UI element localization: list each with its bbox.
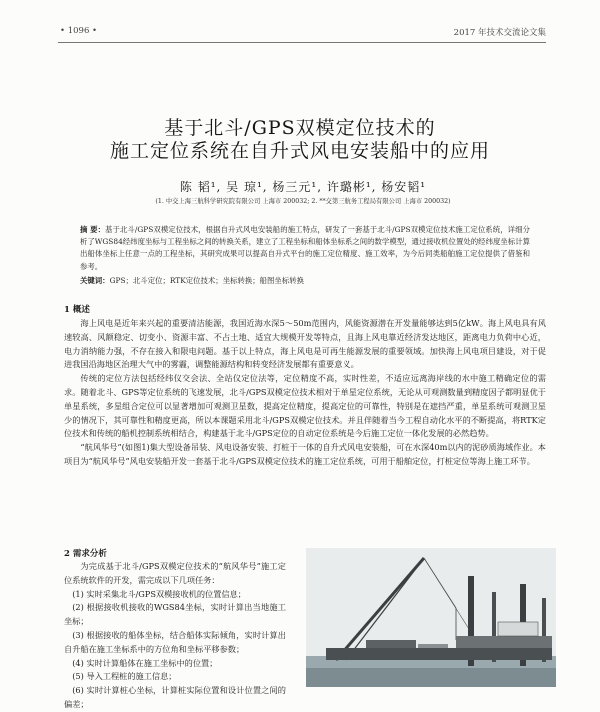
task-item: (6) 实时计算桩心坐标，计算桩实际位置和设计位置之间的偏差；	[64, 685, 286, 709]
jackup-vessel-illustration	[306, 548, 556, 687]
keywords	[80, 275, 530, 286]
header-rule	[58, 42, 546, 43]
abstract	[80, 224, 530, 273]
section-1-body	[64, 317, 546, 469]
section-1-paragraph-3: “航风华号”(如图1)集大型设备吊装、风电设备安装、打桩于一体的自升式风电安装船，可在水深40m以内的泥砂质海域作业。本项目为“航风华号”风电安装船开发一套基于北斗/GPS双模定位技术的施工定位系统，可用于船舶定位，打桩定位等海上施工环节。	[64, 442, 546, 466]
keywords-label: 关键词：	[80, 276, 110, 285]
proceedings-title: 2017 年技术交流论文集	[453, 28, 546, 38]
sea-foreground	[306, 668, 556, 687]
section-1-heading: 1 概述	[64, 305, 90, 315]
deck-cargo	[418, 644, 448, 648]
section-1-paragraph-1: 海上风电是近年来兴起的重要清洁能源，我国近海水深5～50m范围内，风能资源潜在开发量能够达到5亿kW。海上风电具有风速较高、风额稳定、切变小、资源丰富、不占土地、适宜大规模开发等特点，且海上风电靠近经济发达地区，距离电力负荷中心近，电力消纳能力强，不存在接入和限电问题。基于以上特点，海上风电是可再生能源发展的重要领域。加快海上风电项目建设，对于促进我国沿海地区治理大气中的雾霾，调整能源结构和转变经济发展都有重要意义。	[64, 318, 546, 370]
figure-1-vessel-photo	[306, 548, 556, 687]
section-2-heading: 2 需求分析	[64, 549, 107, 559]
running-header	[60, 26, 546, 40]
paper-title-line-2: 施工定位系统在自升式风电安装船中的应用	[109, 140, 490, 162]
task-item: (2) 根据接收机接收的WGS84坐标，实时计算出当地施工坐标；	[64, 602, 286, 627]
abstract-label: 摘 要：	[80, 225, 106, 234]
task-item: (5) 导入工程桩的施工信息；	[72, 671, 177, 682]
task-item: (4) 实时计算船体在施工坐标中的位置；	[72, 657, 218, 668]
section-1-paragraph-2: 传统的定位方法包括经纬仪交会法、全站仪定位法等，定位精度不高，实时性差，不适应远离海岸线的水中施工精确定位的需求。随着北斗、GPS等定位系统的飞速发展，北斗/GPS双模定位技术相对于单星定位系统，无论从可观测数量到精度因子都明显优于单星系统，多星组合定位可以显著增加可观测卫星数，提高定位精度，提高定位的可靠性，特别是在遮挡严重，单星系统可观测卫星少的情况下，其可靠性和精度更高，所以本课题采用北斗/GPS双模定位技术。并且伴随着当今工程自动化水平的不断提高，将RTK定位技术和传统的船机控制系统相结合，构建基于北斗/GPS定位的自动定位系统是今后施工定位一体化发展的必然趋势。	[64, 373, 546, 439]
task-item: (3) 根据接收的船体坐标，结合船体实际倾角，实时计算出自升船在施工坐标系中的方位角和坐标平移参数；	[64, 629, 286, 654]
page-number: • 1096 •	[60, 26, 98, 36]
section-2-body	[64, 560, 286, 712]
section-2-intro: 为完成基于北斗/GPS双模定位技术的“航风华号”施工定位系统软件的开发，需完成以下几项任务：	[64, 561, 286, 585]
keywords-text: GPS；北斗定位；RTK定位技术；坐标转换；船图坐标转换	[109, 276, 304, 285]
vessel-bridge	[498, 622, 538, 636]
vessel-deckhouse	[456, 636, 552, 648]
task-list	[64, 588, 286, 712]
paper-title-line-1: 基于北斗/GPS双模定位技术的	[164, 117, 436, 139]
affiliation: (1. 中交上海三航科学研究院有限公司 上海市 200032; 2. **交第三航务工程局有限公司 上海市 200032)	[155, 198, 451, 205]
crane-base	[366, 640, 416, 648]
vessel-hull	[326, 648, 552, 660]
abstract-text: 基于北斗/GPS双模定位技术，根据自升式风电安装船的施工特点，研发了一套基于北斗/GPS双模定位技术施工定位系统，详细分析了WGS84经纬度坐标与工程坐标之间的转换关系，建立了工程坐标和船体坐标系之间的数学模型，通过接收机位置处的经纬度坐标计算出船体坐标上任意一点的工程坐标，其研究成果可以提高自升式平台的施工定位精度、施工效率，为今后同类船舶施工定位提供了借鉴和参考。	[80, 225, 530, 271]
author-list: 陈 韬¹, 吴 琼¹, 杨三元¹, 许璐彬¹, 杨安韬¹	[179, 180, 427, 194]
task-item: (1) 实时采集北斗/GPS双模接收机的位置信息；	[72, 588, 246, 599]
